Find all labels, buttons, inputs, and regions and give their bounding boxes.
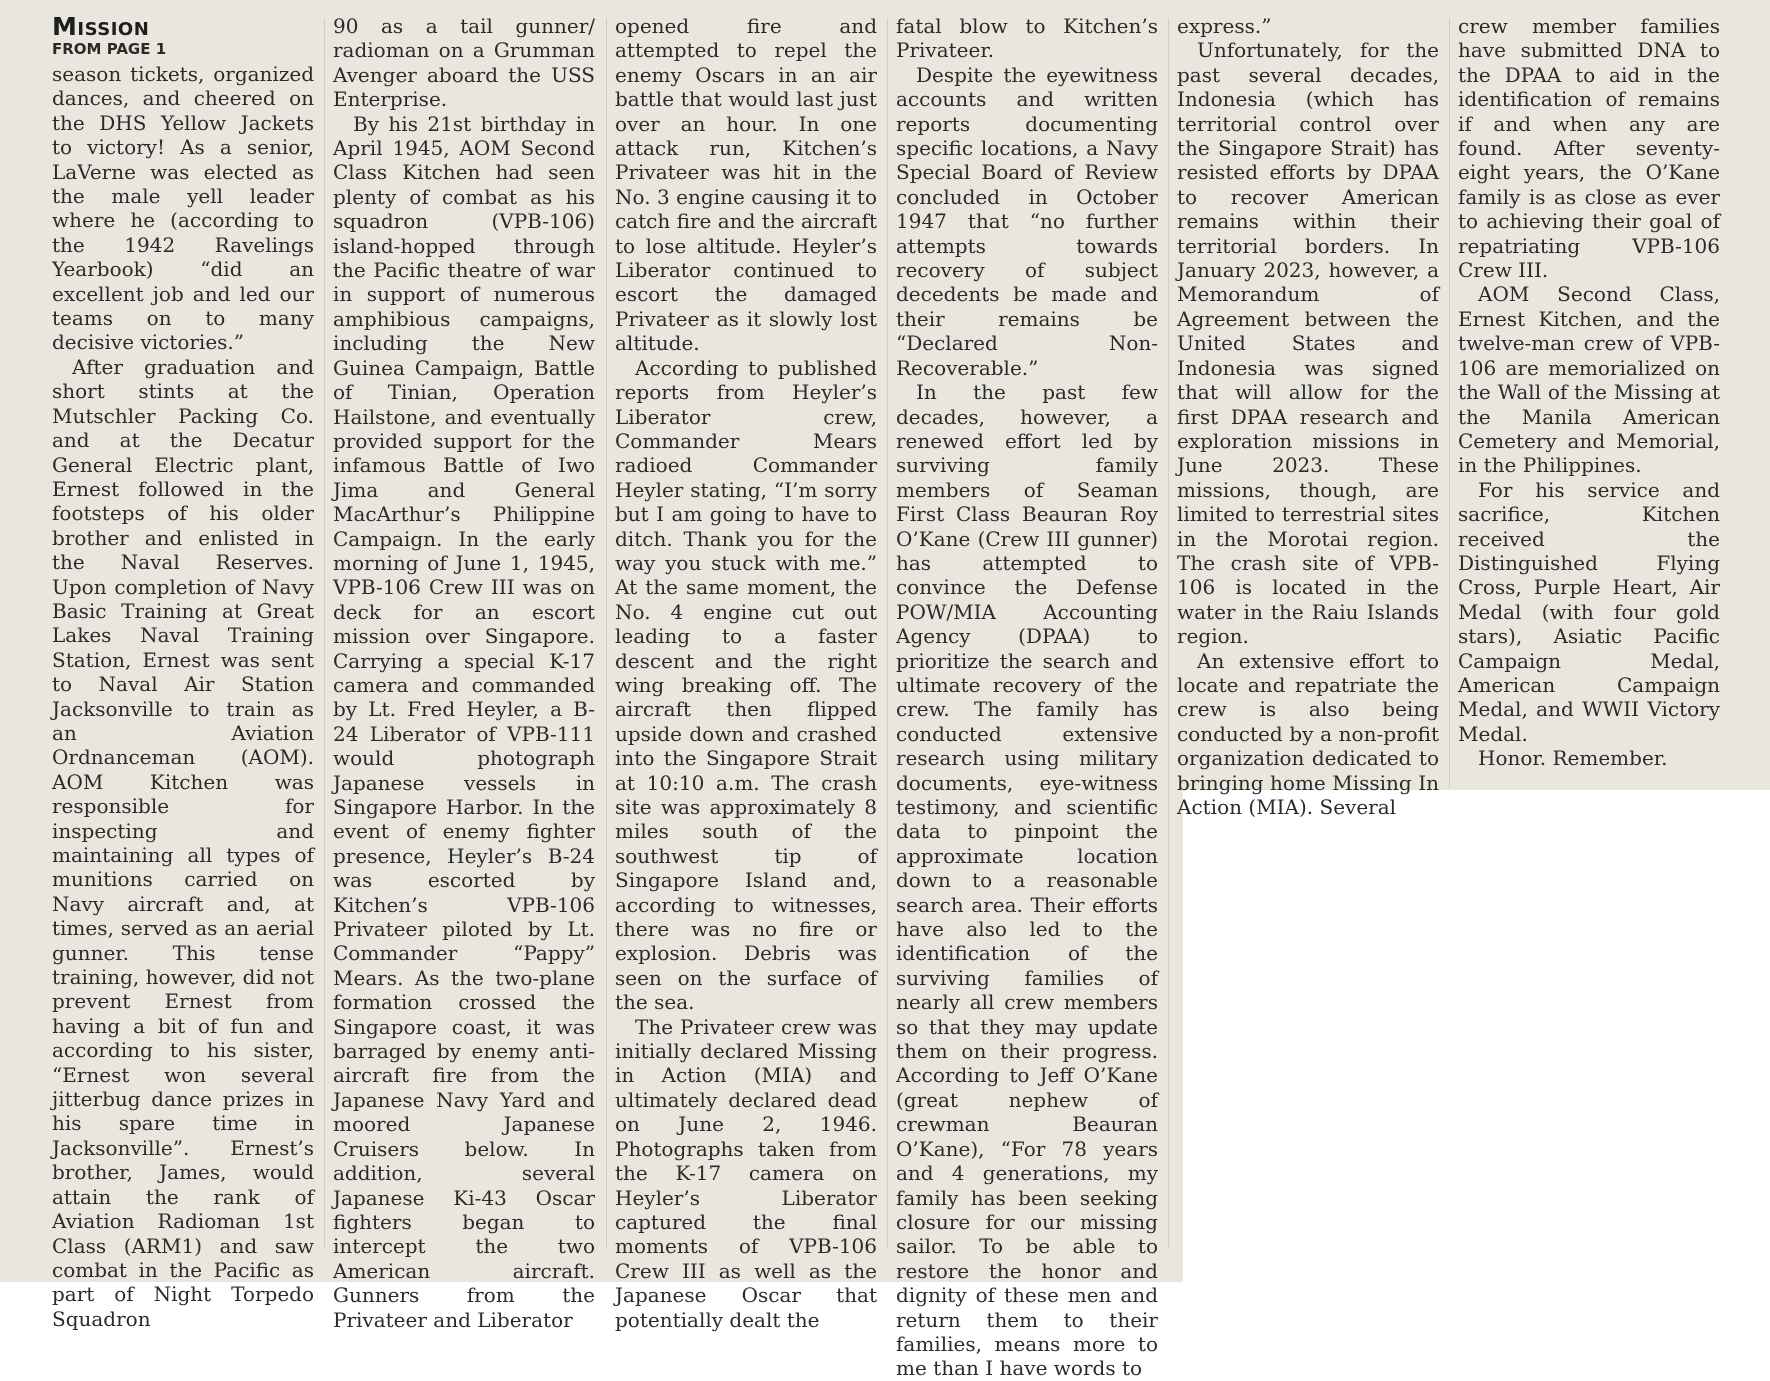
column-rule	[1168, 18, 1169, 1248]
article-column-3	[615, 14, 877, 1332]
column-rule	[1449, 18, 1450, 788]
paragraph: 90 as a tail gunner/ radioman on a Grumman Avenger aboard the USS Enterprise.	[333, 14, 595, 112]
paragraph: For his service and sacrifice, Kitchen received the Distinguished Flying Cross, Purple Heart, Air Medal (with four gold stars), Asiatic Pacific Campaign Medal, American Campaign Medal, and WWII Victory Medal.	[1458, 477, 1720, 746]
paragraph: In the past few decades, however, a renewed effort led by surviving family members of Seaman First Class Beauran Roy O’Kane (Crew III gunner) has attempted to convince the Defense POW/MIA Accounting Agency (DPAA) to prioritize the search and ultimate recovery of the crew. The family has conducted extensive research using military documents, eye-witness testimony, and scientific data to pinpoint the approximate location down to a reasonable search area. Their efforts have also led to the identification of the surviving families of nearly all crew members so that they may update them on their progress. According to Jeff O’Kane (great nephew of crewman Beauran O’Kane), “For 78 years and 4 generations, my family has been seeking closure for our missing sailor. To be able to restore the honor and dignity of these men and return them to their families, means more to me than I have words to	[896, 380, 1158, 1381]
paragraph: According to published reports from Heyler’s Liberator crew, Commander Mears radioed Commander Heyler stating, “I’m sorry but I am going to have to ditch. Thank you for the way you stuck with me.” At the same moment, the No. 4 engine cut out leading to a faster descent and the right wing breaking off. The aircraft then flipped upside down and crashed into the Singapore Strait at 10:10 a.m. The crash site was approximately 8 miles south of the southwest tip of Singapore Island and, according to witnesses, there was no fire or explosion. Debris was seen on the surface of the sea.	[615, 355, 877, 1015]
paragraph: AOM Second Class, Ernest Kitchen, and the twelve-man crew of VPB-106 are memorialized on the Wall of the Missing at the Manila American Cemetery and Memorial, in the Philippines.	[1458, 282, 1720, 478]
article-column-2	[333, 14, 595, 1332]
article-column-4	[896, 14, 1158, 1381]
column-rule	[606, 18, 607, 1248]
paragraph: express.”	[1177, 14, 1272, 38]
paragraph: Despite the eyewitness accounts and written reports documenting specific locations, a Navy Special Board of Review concluded in October 1947 that “no further attempts towards recovery of subject decedents be made and their remains be “Declared Non-Recoverable.”	[896, 62, 1158, 380]
paragraph: Unfortunately, for the past several decades, Indonesia (which has territorial control over the Singapore Strait) has resisted efforts by DPAA to recover American remains within their territorial borders. In January 2023, however, a Memorandum of Agreement between the United States and Indonesia was signed that will allow for the first DPAA research and exploration missions in June 2023. These missions, though, are limited to terrestrial sites in the Morotai region. The crash site of VPB-106 is located in the water in the Raiu Islands region.	[1177, 38, 1439, 649]
paragraph: crew member families have submitted DNA to the DPAA to aid in the identification of remains if and when any are found. After seventy-eight years, the O’Kane family is as close as ever to achieving their goal of repatriating VPB-106 Crew III.	[1458, 14, 1720, 283]
blank-area	[1183, 790, 1770, 1282]
paragraph: By his 21st birthday in April 1945, AOM Second Class Kitchen had seen plenty of combat as his squadron (VPB-106) island-hopped through the Pacific theatre of war in support of numerous amphibious campaigns, including the New Guinea Campaign, Battle of Tinian, Operation Hailstone, and eventually provided support for the infamous Battle of Iwo Jima and General MacArthur’s Philippine Campaign. In the early morning of June 1, 1945, VPB-106 Crew III was on deck for an escort mission over Singapore. Carrying a special K-17 camera and commanded by Lt. Fred Heyler, a B-24 Liberator of VPB-111 would photograph Japanese vessels in Singapore Harbor. In the event of enemy fighter presence, Heyler’s B-24 was escorted by Kitchen’s VPB-106 Privateer piloted by Lt. Commander “Pappy” Mears. As the two-plane formation crossed the Singapore coast, it was barraged by enemy anti-aircraft fire from the Japanese Navy Yard and moored Japanese Cruisers below. In addition, several Japanese Ki-43 Oscar fighters began to intercept the two American aircraft. Gunners from the Privateer and Liberator	[333, 111, 595, 1332]
article-column-6	[1458, 14, 1720, 784]
column-rule	[887, 18, 888, 1248]
paragraph: opened fire and attempted to repel the enemy Oscars in an air battle that would last just over an hour. In one attack run, Kitchen’s Privateer was hit in the No. 3 engine causing it to catch fire and the aircraft to lose altitude. Heyler’s Liberator continued to escort the damaged Privateer as it slowly lost altitude.	[615, 14, 877, 356]
column-rule	[324, 18, 325, 1248]
paragraph: season tickets, organized dances, and cheered on the DHS Yellow Jackets to victory! As a senior, LaVerne was elected as the male yell leader where he (according to the 1942 Ravelings Yearbook) “did an excellent job and led our teams on to many decisive victories.”	[52, 62, 314, 355]
paragraph: The Privateer crew was initially declared Missing in Action (MIA) and ultimately declared dead on June 2, 1946. Photographs taken from the K-17 camera on Heyler’s Liberator captured the final moments of VPB-106 Crew III as well as the Japanese Oscar that potentially dealt the	[615, 1014, 877, 1332]
sign-off: Honor. Remember.	[1478, 746, 1668, 771]
paragraph: An extensive effort to locate and repatriate the crew is also being conducted by a non-profit organization dedicated to bringing home Missing In Action (MIA). Several	[1177, 648, 1439, 819]
jump-line: FROM PAGE 1	[52, 40, 167, 58]
article-column-1	[52, 12, 315, 1331]
paragraph: fatal blow to Kitchen’s Privateer.	[896, 14, 1158, 63]
story-kicker: Mission	[52, 12, 150, 41]
article-column-5	[1177, 14, 1439, 819]
paragraph: After graduation and short stints at the Mutschler Packing Co. and at the Decatur General Electric plant, Ernest followed in the footsteps of his older brother and enlisted in the Naval Reserves. Upon completion of Navy Basic Training at Great Lakes Naval Training Station, Ernest was sent to Naval Air Station Jacksonville to train as an Aviation Ordnanceman (AOM). AOM Kitchen was responsible for inspecting and maintaining all types of munitions carried on Navy aircraft and, at times, served as an aerial gunner. This tense training, however, did not prevent Ernest from having a bit of fun and according to his sister, “Ernest won several jitterbug dance prizes in his spare time in Jacksonville”. Ernest’s brother, James, would attain the rank of Aviation Radioman 1st Class (ARM1) and saw combat in the Pacific as part of Night Torpedo Squadron	[52, 354, 315, 1331]
